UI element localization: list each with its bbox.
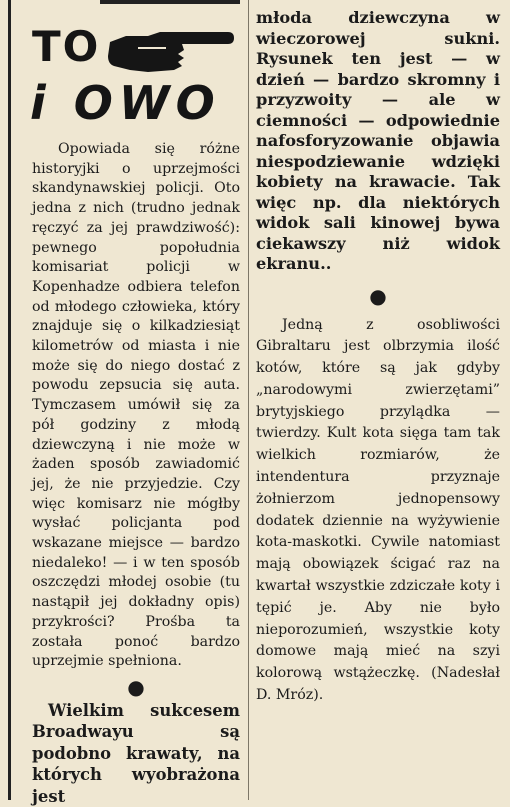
- article-gibraltar-cats: Jedną z osobliwości Gibraltaru jest olbrzymia ilość kotów, które są jak gdyby „narodowymi zwierzętami” brytyjskiego przylądka — twierdzy. Kult kota sięga tam tak wielkich rozmiarów, że intendentura przyznaje żołnierzom jednopensowy dodatek dziennie na wyżywienie kota-maskotki. Cywile natomiast mają obowiązek ścigać raz na kwartał wszystkie zdziczałe koty i tępić je. Aby nie było nieporozumień, wszystkie koty domowe mają mieć na szyi kolorową wstążeczkę. (Nadesłał D. Mróz).: [256, 316, 500, 704]
- column-divider: [248, 0, 249, 800]
- left-border-rule: [8, 0, 11, 800]
- separator-bullet: ●: [127, 674, 145, 699]
- right-column: [256, 8, 500, 707]
- header-line1: TO: [32, 22, 101, 71]
- top-border-rule: [100, 0, 240, 4]
- article-scandinavian-police: Opowiada się różne historyjki o uprzejmości skandynawskiej policji. Oto jedna z nich (trudno jednak ręczyć za jej prawdziwość): pewnego popołudnia komisariat policji w Kopenhadze odbiera telefon od młodego człowieka, który znajduje się o kilkadziesiąt kilometrów od miasta i nie może się do niego dostać z powodu zepsucia się auta. Tymczasem umówił się za pół godziny z młodą dziewczyną i nie może w żaden sposób zawiadomić jej, że nie przyjedzie. Czy więc komisarz nie mógłby wysłać policjanta pod wskazane miejsce — bardzo niedaleko! — i w ten sposób oszczędzi młodej osobie (tu nastąpił jej dokładny opis) przykrości? Prośba ta została ponoć bardzo uprzejmie spełniona.: [32, 141, 240, 670]
- article-broadway-ties-start: Wielkim sukcesem Broadwayu są podobno krawaty, na których wyobrażona jest: [32, 700, 240, 806]
- article-broadway-ties-continued: młoda dziewczyna w wieczorowej sukni. Rysunek ten jest — w dzień — bardzo skromny i przyzwoity — ale w ciemności — odpowiednie nafosforyzowanie objawia niespodziewanie wdzięki kobiety na krawacie. Tak więc np. dla niektórych widok sali kinowej bywa ciekawszy niż widok ekranu..: [256, 8, 500, 273]
- pointing-hand-icon: [108, 28, 234, 78]
- left-column: [32, 140, 240, 807]
- separator-bullet: ●: [369, 283, 387, 308]
- header-line2: i OWO: [30, 76, 221, 130]
- column-header: [30, 22, 240, 132]
